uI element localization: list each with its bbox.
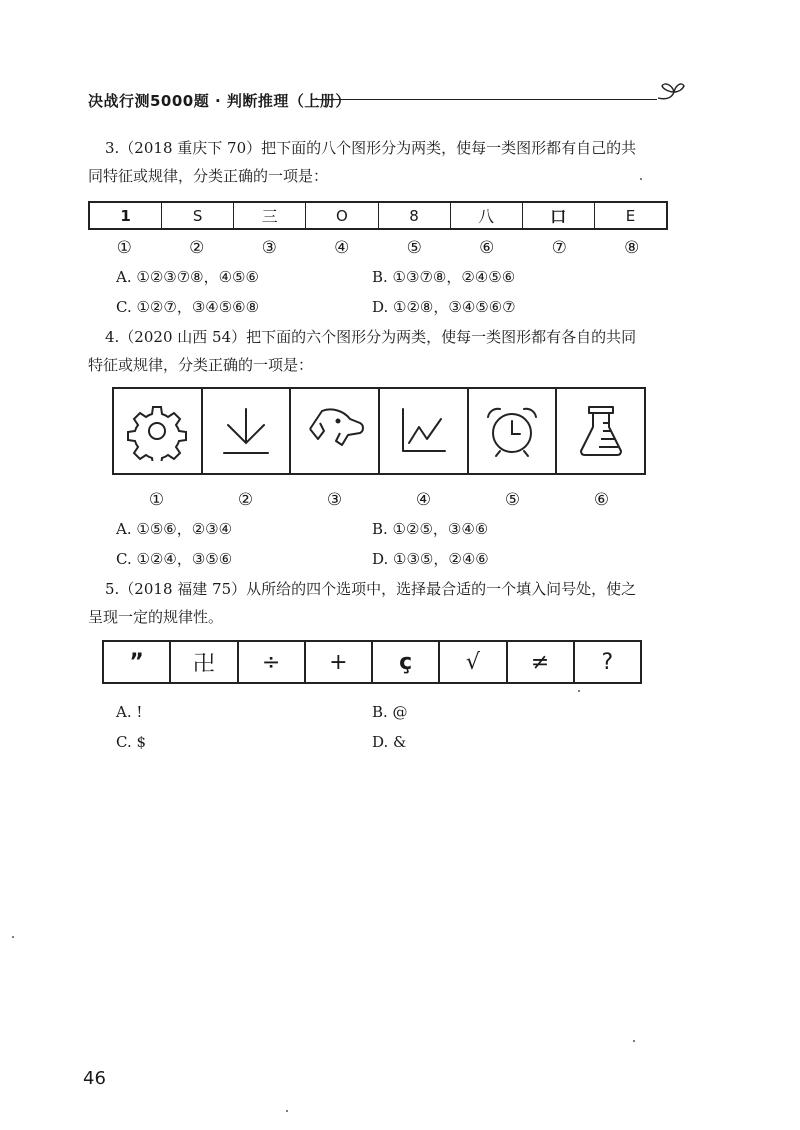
q5-option-b[interactable]: B. @ xyxy=(372,703,408,721)
q5-symbol-5: ç xyxy=(371,642,438,682)
q4-option-b[interactable]: B. ①②⑤，③④⑥ xyxy=(372,520,489,538)
q5-symbol-7: ≠ xyxy=(506,642,573,682)
q3-label-1: ① xyxy=(116,238,132,258)
q3-figure-labels xyxy=(88,238,668,258)
q3-label-4: ④ xyxy=(334,238,350,258)
q3-option-d[interactable]: D. ①②⑧，③④⑤⑥⑦ xyxy=(372,298,516,316)
q4-label-6: ⑥ xyxy=(593,490,610,510)
q4-figure-1 xyxy=(114,389,201,473)
q3-label-8: ⑧ xyxy=(624,238,640,258)
q4-figure-4 xyxy=(378,389,467,473)
q4-figure-3 xyxy=(289,389,378,473)
q4-label-1: ① xyxy=(148,490,165,510)
q4-figure-5 xyxy=(467,389,556,473)
q3-label-2: ② xyxy=(189,238,205,258)
q4-label-5: ⑤ xyxy=(504,490,521,510)
header-rule xyxy=(312,99,657,100)
q5-stem-line1: 5.（2018 福建 75）从所给的四个选项中，选择最合适的一个填入问号处，使之 xyxy=(105,580,637,598)
scan-speck xyxy=(578,690,580,692)
q3-figure-strip xyxy=(88,201,668,230)
q4-label-4: ④ xyxy=(415,490,432,510)
running-header-title: 决战行测5000题 · 判断推理（上册） xyxy=(88,92,351,110)
q5-symbol-4: + xyxy=(304,642,371,682)
q3-label-6: ⑥ xyxy=(479,238,495,258)
q3-label-3: ③ xyxy=(261,238,277,258)
q4-figure-6 xyxy=(555,389,644,473)
q5-stem-line2: 呈现一定的规律性。 xyxy=(88,608,224,626)
q3-figure-4: O xyxy=(305,203,377,228)
q3-label-7: ⑦ xyxy=(551,238,567,258)
q4-stem-line2: 特征或规律，分类正确的一项是： xyxy=(88,356,314,374)
q4-option-c[interactable]: C. ①②④，③⑤⑥ xyxy=(116,550,233,568)
gear-icon xyxy=(127,401,187,461)
sprout-icon xyxy=(652,74,686,108)
dog-head-icon xyxy=(302,401,368,461)
q3-figure-8: E xyxy=(594,203,666,228)
q4-option-d[interactable]: D. ①③⑤，②④⑥ xyxy=(372,550,489,568)
alarm-clock-icon xyxy=(482,401,542,461)
flask-icon xyxy=(571,401,631,461)
q4-stem-line1: 4.（2020 山西 54）把下面的六个图形分为两类，使每一类图形都有各自的共同 xyxy=(105,328,637,346)
q5-symbol-8: ? xyxy=(573,642,640,682)
q3-figure-6: 八 xyxy=(450,203,522,228)
q5-option-d[interactable]: D. & xyxy=(372,733,407,751)
line-chart-icon xyxy=(393,401,453,461)
page-number: 46 xyxy=(83,1068,106,1089)
q3-figure-2: S xyxy=(161,203,233,228)
scan-speck xyxy=(640,178,642,180)
q3-option-a[interactable]: A. ①②③⑦⑧，④⑤⑥ xyxy=(116,268,259,286)
q4-figure-strip xyxy=(112,387,646,475)
q3-figure-1: 1 xyxy=(120,206,131,225)
scan-speck xyxy=(633,1040,635,1042)
q4-label-3: ③ xyxy=(326,490,343,510)
q4-figure-2 xyxy=(201,389,290,473)
scan-speck xyxy=(286,1110,288,1112)
q5-symbol-6: √ xyxy=(438,642,505,682)
q5-option-c[interactable]: C. $ xyxy=(116,733,147,751)
q3-figure-3: 三 xyxy=(233,203,305,228)
q5-symbol-2: 卍 xyxy=(169,642,236,682)
q3-figure-5: 8 xyxy=(378,203,450,228)
q3-stem-line2: 同特征或规律，分类正确的一项是： xyxy=(88,167,329,185)
q3-stem-line1: 3.（2018 重庆下 70）把下面的八个图形分为两类，使每一类图形都有自己的共 xyxy=(105,139,637,157)
q3-label-5: ⑤ xyxy=(406,238,422,258)
q4-label-2: ② xyxy=(237,490,254,510)
q3-option-c[interactable]: C. ①②⑦，③④⑤⑥⑧ xyxy=(116,298,260,316)
q4-figure-labels xyxy=(112,490,646,510)
q3-figure-7: 口 xyxy=(522,203,594,228)
download-arrow-icon xyxy=(216,401,276,461)
q5-symbol-strip xyxy=(102,640,642,684)
q5-option-a[interactable]: A. ! xyxy=(116,703,143,721)
scan-speck xyxy=(12,936,14,938)
q3-option-b[interactable]: B. ①③⑦⑧，②④⑤⑥ xyxy=(372,268,516,286)
q5-symbol-3: ÷ xyxy=(237,642,304,682)
q4-option-a[interactable]: A. ①⑤⑥，②③④ xyxy=(116,520,233,538)
q5-symbol-1: ” xyxy=(129,649,144,675)
